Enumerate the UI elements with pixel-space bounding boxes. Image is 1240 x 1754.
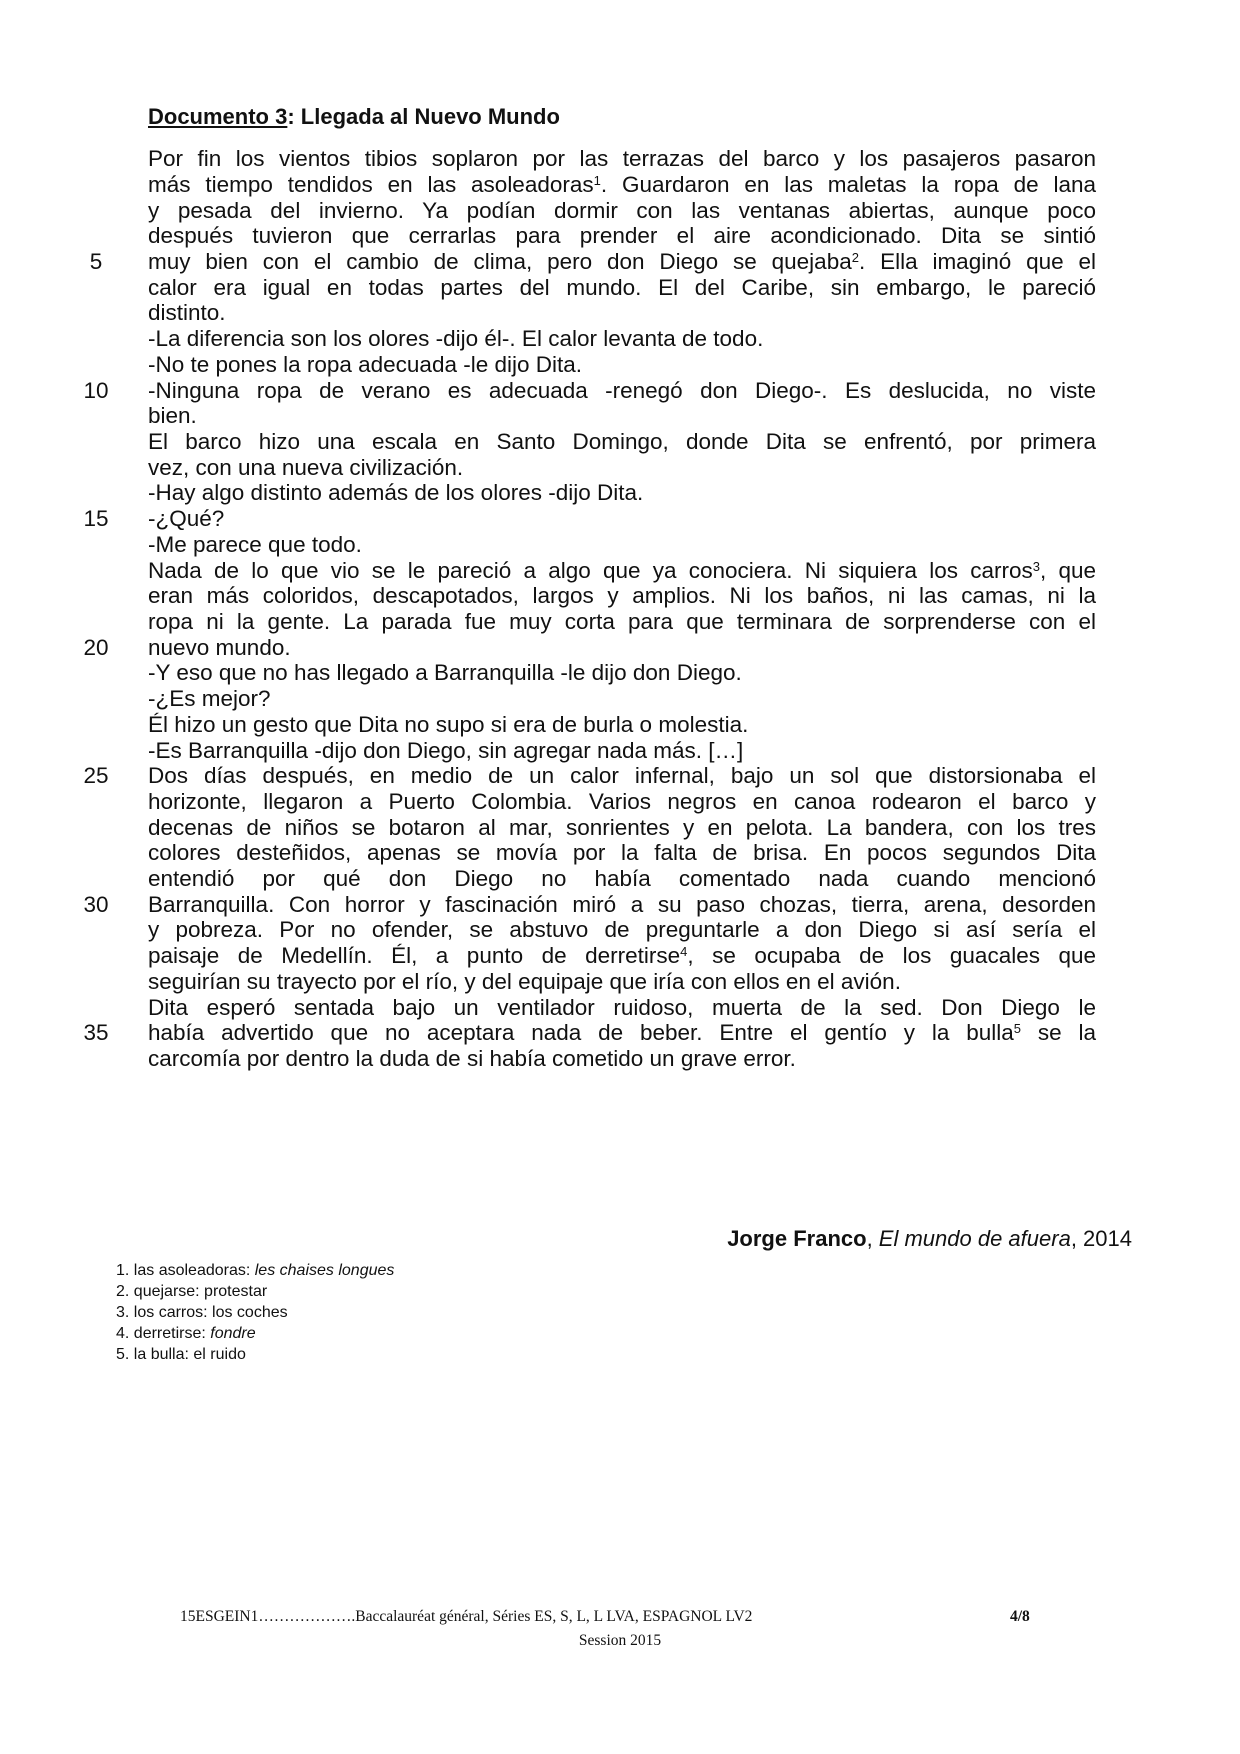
text-line: y pesada del invierno. Ya podían dormir con las ventanas abiertas, aunque poco (148, 198, 1096, 223)
title-text: : Llegada al Nuevo Mundo (287, 104, 560, 129)
line-number: 30 (83, 892, 109, 917)
text-line: Dos días después, en medio de un calor infernal, bajo un sol que distorsionaba el (148, 763, 1096, 788)
text-line: decenas de niños se botaron al mar, sonrientes y en pelota. La bandera, con los tres (148, 815, 1096, 840)
session-label: Session 2015 (578, 1632, 662, 1649)
author: Jorge Franco (727, 1226, 867, 1251)
footnote-ref: 3 (1032, 559, 1040, 574)
text-line: distinto. (148, 300, 226, 325)
title-label: Documento 3 (148, 104, 288, 129)
text-line: seguirían su trayecto por el río, y del equipaje que iría con ellos en el avión. (148, 969, 901, 994)
text-line: Por fin los vientos tibios soplaron por las terrazas del barco y los pasajeros pasaron (148, 146, 1096, 171)
exam-code: 15ESGEIN1……………….Baccalauréat général, Séries ES, S, L, L LVA, ESPAGNOL LV2 (180, 1608, 753, 1625)
line-number: 25 (83, 763, 109, 788)
text-line: -Y eso que no has llegado a Barranquilla -le dijo don Diego. (148, 660, 742, 685)
footnote: 3. los carros: los coches (116, 1304, 288, 1321)
text-line: -No te pones la ropa adecuada -le dijo Dita. (148, 352, 583, 377)
footnote: 1. las asoleadoras: les chaises longues (116, 1262, 395, 1279)
line-number: 15 (83, 506, 109, 531)
text-line: después tuvieron que cerrarlas para prender el aire acondicionado. Dita se sintió (148, 223, 1096, 248)
text-line: ropa ni la gente. La parada fue muy corta para que terminara de sorprenderse con el (148, 609, 1096, 634)
line-number: 35 (83, 1020, 109, 1045)
source-citation: Jorge Franco, El mundo de afuera, 2014 (727, 1226, 1132, 1251)
line-number: 10 (83, 378, 109, 403)
footnote-ref: 4 (680, 944, 688, 959)
text-line: entendió por qué don Diego no había comentado nada cuando mencionó (148, 866, 1096, 891)
line-number: 20 (83, 635, 109, 660)
text-line: -La diferencia son los olores -dijo él-. El calor levanta de todo. (148, 326, 764, 351)
text-line: -Ninguna ropa de verano es adecuada -renegó don Diego-. Es deslucida, no viste (148, 378, 1096, 403)
footnote: 5. la bulla: el ruido (116, 1346, 246, 1363)
footnote: 4. derretirse: fondre (116, 1325, 256, 1342)
text-line: -¿Es mejor? (148, 686, 271, 711)
text-line: Dita esperó sentada bajo un ventilador ruidoso, muerta de la sed. Don Diego le (148, 995, 1096, 1020)
text-line: -Me parece que todo. (148, 532, 362, 557)
text-line: muy bien con el cambio de clima, pero don Diego se quejaba$^2$. Ella imaginó que el (148, 249, 1096, 274)
text-line: nuevo mundo. (148, 635, 291, 660)
text-line: -Es Barranquilla -dijo don Diego, sin agregar nada más. […] (148, 738, 744, 763)
text-line: -Hay algo distinto además de los olores -dijo Dita. (148, 480, 644, 505)
text-line: carcomía por dentro la duda de si había cometido un grave error. (148, 1046, 796, 1071)
text-line: Nada de lo que vio se le pareció a algo que ya conociera. Ni siquiera los carros$^3$, que (148, 558, 1096, 583)
footnotes (116, 1260, 394, 1365)
text-line: había advertido que no aceptara nada de beber. Entre el gentío y la bulla$^5$ se la (148, 1020, 1097, 1045)
text-line: horizonte, llegaron a Puerto Colombia. Varios negros en canoa rodearon el barco y (148, 789, 1096, 814)
text-line: eran más coloridos, descapotados, largos y amplios. Ni los baños, ni las camas, ni la (148, 583, 1096, 608)
text-line: Él hizo un gesto que Dita no supo si era de burla o molestia. (148, 712, 749, 737)
text-line: El barco hizo una escala en Santo Domingo, donde Dita se enfrentó, por primera (148, 429, 1096, 454)
text-line: -¿Qué? (148, 506, 225, 531)
page-number: 4/8 (1010, 1608, 1030, 1625)
document-title (148, 104, 560, 130)
text-line: calor era igual en todas partes del mundo. El del Caribe, sin embargo, le pareció (148, 275, 1096, 300)
footnote-ref: 1 (593, 173, 601, 188)
text-line: más tiempo tendidos en las asoleadoras$^1$. Guardaron en las maletas la ropa de lana (148, 172, 1096, 197)
text-line: colores desteñidos, apenas se movía por la falta de brisa. En pocos segundos Dita (148, 840, 1096, 865)
footnote: 2. quejarse: protestar (116, 1283, 268, 1300)
text-line: paisaje de Medellín. Él, a punto de derretirse$^4$, se ocupaba de los guacales que (148, 943, 1096, 968)
text-line: Barranquilla. Con horror y fascinación miró a su paso chozas, tierra, arena, desorden (148, 892, 1096, 917)
work-title: El mundo de afuera (878, 1226, 1071, 1251)
text-line: y pobreza. Por no ofender, se abstuvo de preguntarle a don Diego si así sería el (148, 917, 1096, 942)
year: , 2014 (1070, 1226, 1132, 1251)
footnote-ref: 5 (1013, 1021, 1022, 1036)
text-line: vez, con una nueva civilización. (148, 455, 464, 480)
line-number: 5 (89, 249, 103, 274)
footnote-ref: 2 (851, 250, 859, 265)
text-line: bien. (148, 403, 197, 428)
